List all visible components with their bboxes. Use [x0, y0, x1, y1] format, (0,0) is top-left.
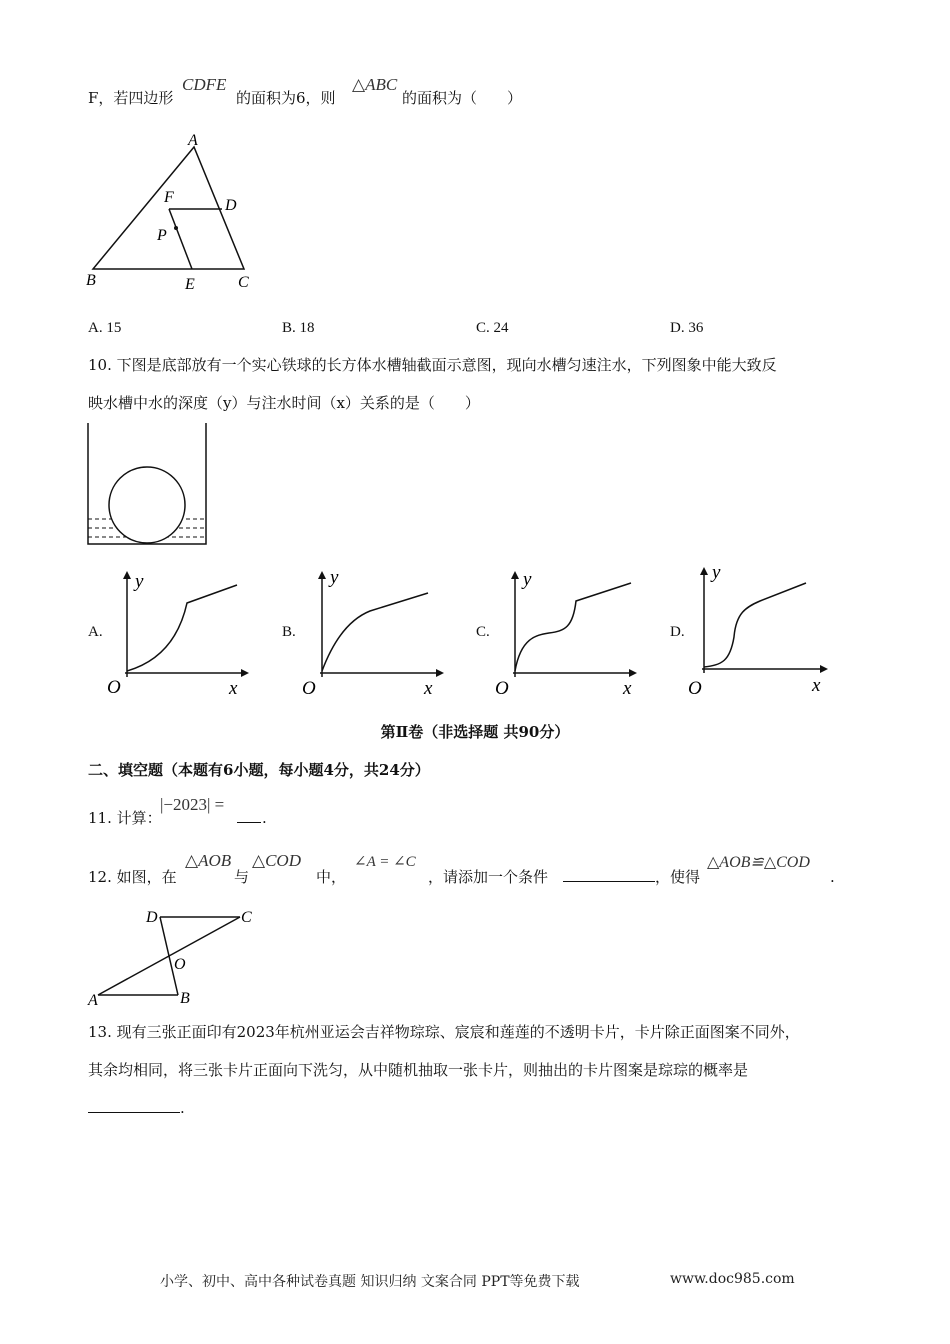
q12-end: . [830, 868, 835, 886]
q10-graph-d [688, 557, 838, 697]
q9-text-mid: 的面积为6，则 [236, 89, 336, 107]
q13-line-1: 13. 现有三张正面印有2023年杭州亚运会吉祥物琮琮、宸宸和莲莲的不透明卡片，卡片除正面图案不同外， [88, 1023, 800, 1041]
q13-answer-blank [88, 1098, 180, 1117]
axis-origin-label: O [302, 678, 316, 698]
q11-prefix: 11. 计算： [88, 809, 162, 827]
q10-graph-c [493, 565, 643, 700]
q12-mid: 中， [316, 868, 347, 886]
q10-graph-a [105, 565, 255, 700]
q12-figure [84, 903, 264, 1008]
point-p [174, 226, 178, 230]
iron-ball [109, 467, 185, 543]
q12-text-2: ，使得 [655, 868, 701, 886]
curve-a [127, 585, 237, 671]
q12-triangle-cod: △COD [252, 851, 301, 870]
q10-option-d-label: D. [670, 624, 685, 640]
label-b: B [86, 272, 96, 289]
label-a: A [188, 132, 198, 149]
q9-option-b: B. 18 [282, 320, 315, 336]
q10-line-2: 映水槽中水的深度（y）与注水时间（x）关系的是（ ） [88, 394, 480, 412]
q9-option-c: C. 24 [476, 320, 509, 336]
q10-line-1: 10. 下图是底部放有一个实心铁球的长方体水槽轴截面示意图，现向水槽匀速注水，下列图象中能大致反 [88, 356, 777, 374]
q9-text-prefix: F，若四边形 [88, 89, 174, 107]
section-2-title: 第Ⅱ卷（非选择题 共90分） [380, 723, 570, 741]
q10-graph-b [300, 563, 450, 698]
axis-x-label: x [623, 678, 632, 699]
footer-text: 小学、初中、高中各种试卷真题 知识归纳 文案合同 PPT等免费下载 [160, 1274, 580, 1290]
axis-y-label: y [712, 562, 721, 583]
q9-triangle-figure [80, 125, 270, 300]
q11-answer-blank [237, 808, 261, 827]
axis-x-label: x [812, 675, 821, 696]
q9-text-suffix: 的面积为（ ） [402, 89, 523, 107]
axis-x-label: x [229, 678, 238, 699]
axis-origin-label: O [495, 678, 509, 699]
axis-y-label: y [330, 567, 339, 588]
q9-option-a: A. 15 [88, 320, 122, 336]
q12-prefix: 12. 如图，在 [88, 868, 177, 886]
axis-x-label: x [424, 678, 433, 698]
q11-expression: |−2023| = [160, 795, 225, 814]
label-c: C [238, 274, 249, 291]
q12-angle-condition: ∠A = ∠C [354, 854, 416, 870]
q12-answer-blank [563, 867, 655, 886]
q12-congruence: △AOB≌△COD [707, 854, 810, 871]
label-b: B [180, 990, 190, 1007]
label-e: E [185, 276, 195, 293]
label-d: D [225, 197, 237, 214]
curve-b [322, 593, 428, 671]
q10-option-a-label: A. [88, 624, 103, 640]
q12-text: ，请添加一个条件 [428, 868, 549, 886]
label-d: D [146, 909, 158, 926]
section-2-subtitle: 二、填空题（本题有6小题，每小题4分，共24分） [88, 761, 430, 779]
label-c: C [241, 909, 252, 926]
curve-c [515, 583, 631, 671]
label-p: P [157, 227, 167, 244]
axis-y-label: y [523, 569, 532, 590]
axis-origin-label: O [107, 677, 121, 698]
q10-option-b-label: B. [282, 624, 296, 640]
q9-option-d: D. 36 [670, 320, 704, 336]
q12-and: 与 [234, 868, 250, 886]
triangle-abc [93, 147, 244, 269]
q10-tank-figure [80, 420, 220, 550]
footer-url[interactable]: www.doc985.com [670, 1271, 795, 1287]
label-a: A [88, 992, 98, 1008]
label-f: F [164, 189, 174, 206]
q13-end: . [180, 1099, 185, 1117]
q11-suffix: . [262, 809, 267, 827]
q9-triangle-name: △ABC [352, 75, 398, 94]
q9-text-line [88, 88, 173, 108]
curve-d [704, 583, 806, 667]
q10-option-c-label: C. [476, 624, 490, 640]
q9-quad-name: CDFE [182, 75, 227, 94]
axis-origin-label: O [688, 678, 702, 697]
q13-line-2: 其余均相同，将三张卡片正面向下洗匀，从中随机抽取一张卡片，则抽出的卡片图案是琮琮的概率是 [88, 1061, 749, 1079]
segment-fe [169, 209, 192, 269]
axis-y-label: y [135, 571, 144, 592]
q12-triangle-aob: △AOB [185, 851, 232, 870]
label-o: O [174, 956, 186, 973]
